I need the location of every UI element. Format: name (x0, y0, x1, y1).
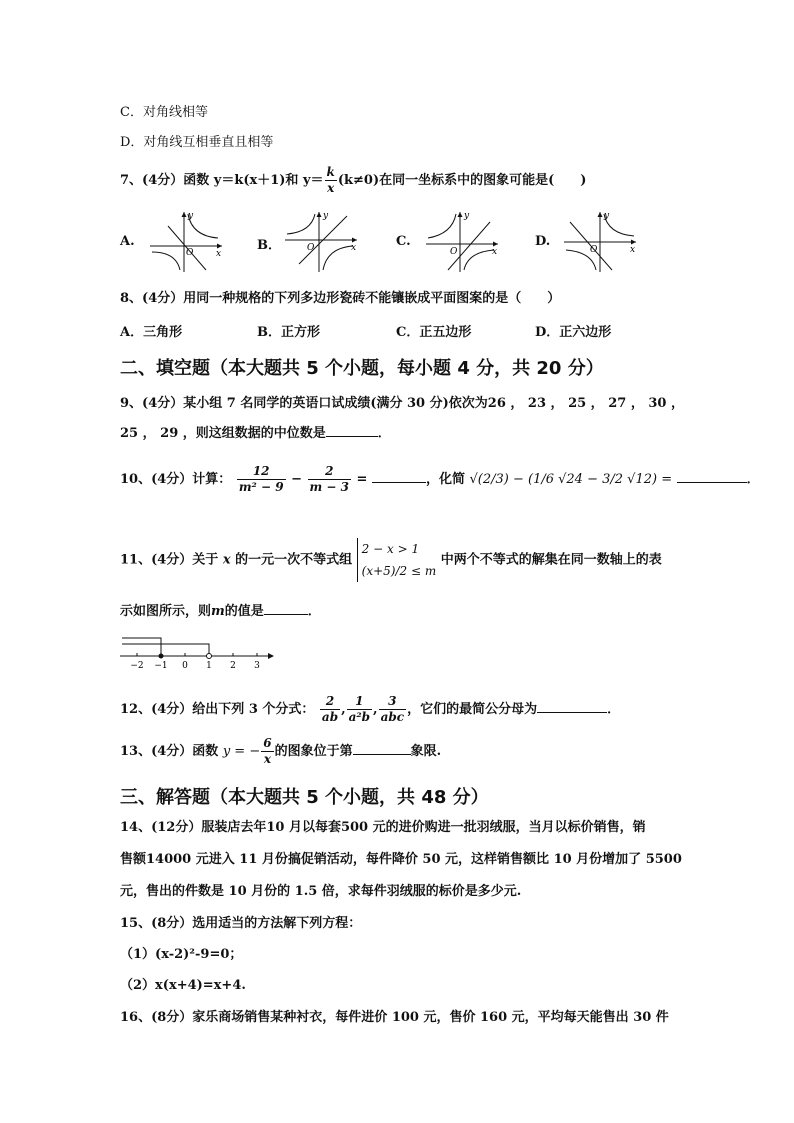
q11-inequality-system (357, 538, 437, 582)
question-10: 10、(4分）计算： $\frac{12}{\text{m² − 9}}$ − $\frac{2}{m - 3}$ = ，化简 √(2/3) − (1/6 √24 − 3/2 √12) = ． (120, 464, 760, 494)
q13-answer-blank[interactable] (353, 742, 411, 755)
q10-f2-den: m − 3 (309, 480, 349, 494)
q13-frac-num: 6 (263, 736, 272, 750)
q12-fraction-1 (320, 694, 340, 725)
q10-fraction-1 (237, 464, 286, 495)
q7-graph-a (148, 208, 226, 274)
section-2-heading: 二、填空题（本大题共 5 个小题，每小题 4 分，共 20 分） (120, 358, 604, 379)
q8-option-a: A．三角形 (120, 325, 183, 340)
question-15: 15、(8分）选用适当的方法解下列方程： (120, 916, 362, 931)
q12-fraction-3 (379, 694, 406, 725)
q10-f1-den: m² − 9 (238, 480, 284, 494)
q12-prefix: 12、(4分）给出下列 3 个分式： (120, 702, 315, 717)
q7-fraction (325, 165, 337, 196)
q11-var-x: x (222, 552, 231, 568)
question-8: 8、(4分）用同一种规格的下列多边形瓷砖不能镶嵌成平面图案的是（ ） (120, 291, 561, 306)
q13-fraction (261, 736, 273, 767)
q9-answer-blank[interactable] (326, 424, 378, 437)
q7-option-d: D. (535, 234, 551, 249)
q12-suffix: ，它们的最简公分母为 (407, 702, 538, 717)
q7-prefix: 7、(4分）函数 y＝k(x＋1)和 y＝ (120, 173, 324, 188)
question-15-part-1: （1）(x-2)²-9=0； (120, 947, 243, 962)
q10-fraction-2 (308, 464, 351, 495)
q8-option-b: B．正方形 (257, 325, 320, 340)
q12-f2-num: 1 (347, 694, 372, 710)
q10-radical-expression: √(2/3) − (1/6 √24 − 3/2 √12) = (469, 472, 673, 487)
tick-label: 2 (230, 661, 236, 670)
q13-prefix: 13、(4分）函数 (120, 744, 219, 759)
q10-f1-num: 12 (237, 464, 286, 480)
q7-suffix: (k≠0)在同一坐标系中的图象可能是( ) (337, 173, 587, 188)
q12-answer-blank[interactable] (537, 700, 607, 713)
svg-text:O: O (450, 247, 458, 257)
question-13 (120, 732, 441, 772)
q7-graph-c (424, 208, 502, 274)
q7-graph-d (562, 208, 640, 274)
q7-option-a: A. (120, 234, 135, 249)
q11-ineq-2: (x+5)/2 ≤ m (361, 564, 437, 578)
q7-frac-num: k (326, 165, 335, 179)
q11b-suffix: 的值是 (224, 604, 264, 619)
q11-mid: 的一元一次不等式组 (235, 552, 353, 568)
question-11 (120, 538, 662, 582)
svg-text:x: x (216, 249, 222, 259)
q8-option-d: D．正六边形 (535, 325, 612, 340)
question-14-line-1: 14、(12分）服装店去年10 月以每套500 元的进价购进一批羽绒服，当月以标价销售，销 (120, 820, 646, 835)
tick-label: 0 (182, 661, 188, 670)
q7-graph-b (283, 208, 361, 274)
tick-label: −2 (130, 661, 144, 670)
q7-option-c: C. (396, 234, 411, 249)
question-11-line-2: 示如图所示，则m的值是 ． (120, 604, 321, 619)
q10-f2-num: 2 (308, 464, 351, 480)
tick-label: −1 (154, 661, 168, 670)
q7-frac-den: x (327, 181, 335, 195)
q13-function: y = − (222, 744, 261, 759)
q13-frac-den: x (263, 752, 271, 766)
tick-label: 1 (206, 661, 212, 670)
question-7 (120, 165, 586, 197)
question-9-line-2: 25 ， 29 ，则这组数据的中位数是 ． (120, 426, 391, 441)
option-c-text: C．对角线相等 (120, 105, 208, 120)
question-16: 16、(8分）家乐商场销售某种衬衣，每件进价 100 元，售价 160 元，平均每天能售出 30 件 (120, 1010, 669, 1025)
option-d-text: D．对角线互相垂直且相等 (120, 135, 274, 150)
q10-mid: ，化简 (425, 472, 465, 487)
q11-answer-blank[interactable] (264, 602, 308, 615)
q9-text: 25 ， 29 ，则这组数据的中位数是 (120, 426, 326, 441)
q12-f1-den: ab (321, 710, 339, 724)
q13-mid: 的图象位于第 (274, 744, 353, 759)
svg-text:x: x (492, 247, 498, 257)
q10-equals: = (356, 472, 368, 487)
q11b-prefix: 示如图所示，则 (120, 604, 212, 619)
svg-text:O: O (307, 243, 315, 253)
tick-label: 3 (254, 661, 260, 670)
svg-text:y: y (464, 211, 470, 221)
q10-answer-blank-1[interactable] (372, 470, 426, 483)
svg-text:y: y (604, 211, 610, 221)
section-3-heading: 三、解答题（本大题共 5 个小题，共 48 分） (120, 787, 489, 808)
svg-text:y: y (188, 211, 194, 221)
q12-f1-num: 2 (320, 694, 340, 710)
q10-answer-blank-2[interactable] (677, 470, 747, 483)
question-14-line-2: 售额14000 元进入 11 月份搞促销活动，每件降价 50 元，这样销售额比 10 月份增加了 5500 (120, 852, 682, 867)
question-14-line-3: 元，售出的件数是 10 月份的 1.5 倍，求每件羽绒服的标价是多少元. (120, 884, 522, 899)
svg-text:x: x (630, 245, 636, 255)
question-12: 12、(4分）给出下列 3 个分式： $\frac{2}{ab}$ , $\frac{1}{\text{a²b}}$ , $\frac{3}{\text{abc}}$ ，它们的最简公分母为 ． (120, 694, 621, 724)
q11-prefix: 11、(4分）关于 (120, 552, 219, 568)
q12-fraction-2 (347, 694, 372, 725)
q10-prefix: 10、(4分）计算： (120, 472, 232, 487)
q11b-var-m: m (211, 604, 225, 619)
question-15-part-2: （2）x(x+4)=x+4. (120, 978, 246, 993)
q12-f2-den: a²b (348, 710, 371, 724)
q12-f3-den: abc (380, 710, 405, 724)
svg-text:x: x (351, 243, 357, 253)
q13-suffix: 象限. (410, 744, 442, 759)
q7-option-b: B． (257, 238, 281, 253)
q11-suffix: 中两个不等式的解集在同一数轴上的表 (440, 552, 662, 568)
q10-minus: − (291, 472, 302, 487)
q11-ineq-1: 2 − x > 1 (361, 542, 420, 556)
q11-number-line (118, 630, 278, 670)
question-9-line-1: 9、(4分）某小组 7 名同学的英语口试成绩(满分 30 分)依次为26 ， 23 ， 25 ， 27 ， 30 ， (120, 396, 684, 411)
svg-text:O: O (186, 248, 194, 258)
q8-option-c: C．正五边形 (396, 325, 472, 340)
svg-text:y: y (323, 211, 329, 221)
q12-f3-num: 3 (379, 694, 406, 710)
svg-text:O: O (590, 245, 598, 255)
